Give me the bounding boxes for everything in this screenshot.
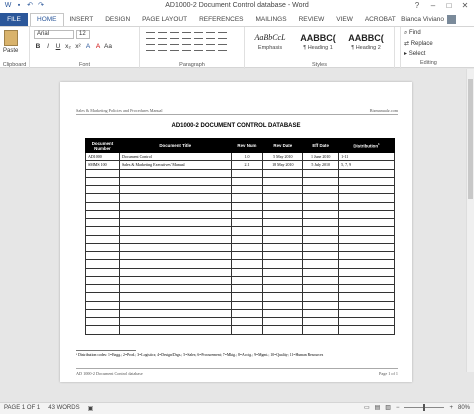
align-buttons bbox=[146, 44, 227, 51]
status-left bbox=[4, 405, 93, 412]
replace-label: Replace bbox=[410, 41, 433, 47]
style-sample: AABBC( bbox=[348, 33, 384, 43]
align-right-icon[interactable] bbox=[170, 44, 179, 51]
tab-references[interactable]: REFERENCES bbox=[199, 16, 244, 23]
table-cell[interactable] bbox=[339, 276, 395, 284]
table-row[interactable] bbox=[86, 276, 395, 284]
table-cell[interactable] bbox=[119, 301, 231, 309]
tab-acrobat[interactable]: ACROBAT bbox=[364, 16, 396, 23]
help-button[interactable]: ? bbox=[414, 1, 420, 10]
save-icon[interactable]: ▪ bbox=[17, 2, 21, 9]
table-cell[interactable] bbox=[303, 227, 339, 235]
table-cell[interactable] bbox=[86, 285, 120, 293]
table-cell[interactable]: 1.0 bbox=[231, 153, 263, 161]
table-cell[interactable] bbox=[86, 326, 120, 334]
table-cell[interactable] bbox=[231, 235, 263, 243]
ribbon-tabs bbox=[0, 13, 474, 26]
style-heading-2[interactable] bbox=[343, 31, 389, 57]
table-cell[interactable] bbox=[303, 318, 339, 326]
table-cell[interactable] bbox=[303, 186, 339, 194]
table-cell[interactable] bbox=[231, 186, 263, 194]
user-name: Bianca Viviano bbox=[401, 16, 444, 23]
decrease-indent-icon[interactable] bbox=[182, 32, 191, 39]
print-layout-icon[interactable]: ▤ bbox=[374, 405, 381, 411]
page-count[interactable]: PAGE 1 OF 1 bbox=[4, 405, 41, 411]
clipboard-group bbox=[0, 27, 30, 69]
table-row[interactable] bbox=[86, 243, 395, 251]
word-app-icon: W bbox=[4, 2, 12, 9]
find-label: Find bbox=[409, 30, 421, 36]
ribbon bbox=[0, 26, 474, 68]
web-layout-icon[interactable]: ▥ bbox=[385, 405, 391, 411]
read-mode-icon[interactable]: ▭ bbox=[363, 405, 370, 411]
paste-icon[interactable] bbox=[4, 30, 18, 46]
table-cell[interactable] bbox=[339, 252, 395, 260]
styles-label: Styles bbox=[312, 62, 327, 68]
col-distribution-label: Distribution bbox=[353, 143, 379, 149]
table-cell[interactable] bbox=[86, 268, 120, 276]
paste-button[interactable]: Paste bbox=[3, 48, 19, 54]
table-cell[interactable]: Sales & Marketing Executives' Manual bbox=[119, 161, 231, 169]
align-left-icon[interactable] bbox=[146, 44, 155, 51]
style-name: ¶ Heading 2 bbox=[351, 45, 381, 51]
table-cell[interactable] bbox=[339, 219, 395, 227]
table-cell[interactable] bbox=[263, 285, 303, 293]
table-row[interactable] bbox=[86, 235, 395, 243]
center-icon[interactable] bbox=[158, 44, 167, 51]
tab-file[interactable]: FILE bbox=[0, 13, 28, 26]
table-cell[interactable] bbox=[231, 177, 263, 185]
table-cell[interactable] bbox=[86, 210, 120, 218]
table-cell[interactable] bbox=[303, 202, 339, 210]
table-cell[interactable] bbox=[303, 326, 339, 334]
table-cell[interactable] bbox=[303, 243, 339, 251]
table-cell[interactable] bbox=[263, 235, 303, 243]
table-row[interactable] bbox=[86, 169, 395, 177]
find-icon: ⌕ bbox=[404, 30, 410, 36]
justify-icon[interactable] bbox=[182, 44, 191, 51]
table-cell[interactable] bbox=[86, 301, 120, 309]
table-cell[interactable] bbox=[339, 177, 395, 185]
table-cell[interactable] bbox=[119, 243, 231, 251]
table-cell[interactable] bbox=[263, 169, 303, 177]
table-cell[interactable]: Document Control bbox=[119, 153, 231, 161]
table-cell[interactable]: 5, 7, 9 bbox=[339, 161, 395, 169]
table-cell[interactable] bbox=[86, 293, 120, 301]
table-cell[interactable] bbox=[263, 276, 303, 284]
bullets-icon[interactable] bbox=[146, 32, 155, 39]
table-cell[interactable] bbox=[263, 252, 303, 260]
scroll-thumb[interactable] bbox=[468, 79, 473, 199]
table-row[interactable] bbox=[86, 227, 395, 235]
table-cell[interactable] bbox=[86, 309, 120, 317]
font-group bbox=[30, 27, 140, 69]
zoom-in-button[interactable]: + bbox=[449, 404, 453, 411]
style-name: ¶ Heading 1 bbox=[303, 45, 333, 51]
show-marks-icon[interactable] bbox=[218, 32, 227, 39]
table-cell[interactable] bbox=[339, 309, 395, 317]
table-cell[interactable] bbox=[86, 177, 120, 185]
table-cell[interactable] bbox=[119, 309, 231, 317]
word-count[interactable]: 43 WORDS bbox=[48, 405, 80, 411]
italic-button[interactable]: I bbox=[47, 43, 49, 50]
zoom-level[interactable]: 80% bbox=[457, 404, 470, 411]
table-cell[interactable] bbox=[263, 268, 303, 276]
vertical-scrollbar[interactable] bbox=[466, 69, 474, 372]
proofing-icon[interactable]: ▣ bbox=[87, 406, 94, 412]
table-cell[interactable] bbox=[231, 169, 263, 177]
tab-insert[interactable]: INSERT bbox=[69, 16, 94, 23]
table-cell[interactable] bbox=[263, 309, 303, 317]
user-account[interactable] bbox=[401, 13, 456, 26]
font-size-box[interactable]: 12 bbox=[76, 30, 90, 39]
table-cell[interactable] bbox=[231, 293, 263, 301]
table-cell[interactable] bbox=[303, 252, 339, 260]
subscript-button[interactable]: x₂ bbox=[65, 43, 71, 50]
table-cell[interactable] bbox=[119, 235, 231, 243]
table-cell[interactable] bbox=[119, 227, 231, 235]
zoom-slider[interactable] bbox=[404, 407, 444, 408]
table-cell[interactable] bbox=[263, 194, 303, 202]
table-cell[interactable]: 5 May 2010 bbox=[263, 153, 303, 161]
table-cell[interactable] bbox=[231, 260, 263, 268]
tab-list bbox=[30, 13, 402, 26]
table-cell[interactable] bbox=[303, 301, 339, 309]
table-cell[interactable] bbox=[303, 177, 339, 185]
table-row[interactable] bbox=[86, 202, 395, 210]
table-cell[interactable] bbox=[119, 252, 231, 260]
superscript-button[interactable]: x² bbox=[75, 43, 81, 50]
list-buttons bbox=[146, 32, 227, 39]
style-emphasis[interactable] bbox=[247, 31, 293, 57]
table-cell[interactable] bbox=[339, 301, 395, 309]
table-row[interactable] bbox=[86, 252, 395, 260]
table-cell[interactable] bbox=[231, 252, 263, 260]
table-cell[interactable] bbox=[86, 227, 120, 235]
table-cell[interactable] bbox=[86, 186, 120, 194]
footnote-separator bbox=[76, 350, 136, 351]
table-cell[interactable] bbox=[86, 276, 120, 284]
minimize-button[interactable]: – bbox=[430, 1, 436, 10]
table-cell[interactable] bbox=[231, 285, 263, 293]
table-cell[interactable] bbox=[303, 285, 339, 293]
table-cell[interactable] bbox=[303, 260, 339, 268]
footer-left: AD 1000-2 Document Control database bbox=[76, 371, 143, 376]
table-row[interactable] bbox=[86, 219, 395, 227]
status-bar bbox=[0, 402, 474, 414]
table-cell[interactable] bbox=[119, 326, 231, 334]
table-row[interactable] bbox=[86, 177, 395, 185]
tab-view[interactable]: VIEW bbox=[336, 16, 353, 23]
table-cell[interactable] bbox=[119, 260, 231, 268]
select-label: Select bbox=[408, 51, 426, 57]
table-cell[interactable] bbox=[263, 210, 303, 218]
table-cell[interactable] bbox=[263, 293, 303, 301]
change-case-button[interactable]: Aa bbox=[104, 43, 112, 50]
col-document-number: Document Number bbox=[86, 139, 120, 153]
tab-home[interactable]: HOME bbox=[30, 13, 64, 26]
table-cell[interactable] bbox=[339, 260, 395, 268]
table-row[interactable] bbox=[86, 301, 395, 309]
table-cell[interactable] bbox=[119, 268, 231, 276]
table-cell[interactable] bbox=[263, 260, 303, 268]
table-row[interactable] bbox=[86, 186, 395, 194]
table-cell[interactable] bbox=[119, 285, 231, 293]
tab-mailings[interactable]: MAILINGS bbox=[255, 16, 287, 23]
table-cell[interactable]: AD1000 bbox=[86, 153, 120, 161]
text-effects-button[interactable]: A bbox=[85, 43, 91, 50]
table-cell[interactable] bbox=[231, 210, 263, 218]
header-rule bbox=[76, 114, 398, 115]
editing-label: Editing bbox=[420, 60, 437, 66]
table-cell[interactable] bbox=[86, 202, 120, 210]
increase-indent-icon[interactable] bbox=[194, 32, 203, 39]
table-cell[interactable] bbox=[231, 276, 263, 284]
table-header-row bbox=[86, 139, 395, 153]
zoom-out-button[interactable]: − bbox=[395, 404, 400, 411]
table-cell[interactable] bbox=[339, 194, 395, 202]
table-cell[interactable] bbox=[231, 309, 263, 317]
style-heading-1[interactable] bbox=[295, 31, 341, 57]
footnote-ref: 1 bbox=[378, 142, 380, 147]
table-cell[interactable] bbox=[263, 326, 303, 334]
table-cell[interactable] bbox=[119, 202, 231, 210]
table-cell[interactable] bbox=[119, 210, 231, 218]
header-left: Sales & Marketing Policies and Procedures Manual bbox=[76, 108, 163, 113]
table-cell[interactable] bbox=[263, 219, 303, 227]
table-cell[interactable] bbox=[339, 210, 395, 218]
zoom-slider-thumb[interactable] bbox=[423, 404, 425, 411]
table-cell[interactable] bbox=[303, 293, 339, 301]
table-cell[interactable] bbox=[86, 243, 120, 251]
table-cell[interactable] bbox=[119, 219, 231, 227]
table-cell[interactable] bbox=[231, 301, 263, 309]
table-cell[interactable]: 1-11 bbox=[339, 153, 395, 161]
table-cell[interactable] bbox=[303, 210, 339, 218]
table-cell[interactable]: 18 May 2010 bbox=[263, 161, 303, 169]
multilevel-icon[interactable] bbox=[170, 32, 179, 39]
table-cell[interactable] bbox=[263, 243, 303, 251]
clipboard-label: Clipboard bbox=[2, 62, 27, 68]
status-right bbox=[364, 404, 470, 411]
table-row[interactable] bbox=[86, 260, 395, 268]
table-cell[interactable] bbox=[339, 202, 395, 210]
table-cell[interactable]: 2.1 bbox=[231, 161, 263, 169]
style-sample: AaBbCcL bbox=[254, 33, 286, 42]
table-cell[interactable] bbox=[339, 227, 395, 235]
document-title: AD1000-2 DOCUMENT CONTROL DATABASE bbox=[171, 123, 301, 129]
replace-icon: ⇄ bbox=[404, 41, 411, 47]
tab-review[interactable]: REVIEW bbox=[298, 16, 325, 23]
table-cell[interactable] bbox=[86, 318, 120, 326]
col-distribution bbox=[339, 139, 395, 153]
table-cell[interactable] bbox=[263, 227, 303, 235]
header-right: Bizmanualz.com bbox=[369, 108, 398, 113]
table-cell[interactable] bbox=[263, 186, 303, 194]
table-row[interactable] bbox=[86, 318, 395, 326]
table-row[interactable] bbox=[86, 161, 395, 169]
table-cell[interactable] bbox=[303, 235, 339, 243]
table-cell[interactable] bbox=[339, 326, 395, 334]
close-button[interactable]: ✕ bbox=[461, 1, 469, 10]
control-table[interactable] bbox=[85, 138, 395, 335]
footnote-text: ¹ Distribution codes: 1=Engg.; 2=Prod.; 3=Logistics; 4=Design/Drgs.; 5=Sales; 6=Procurement; 7=Mktg.; 8=Acctg.; 9=Mgmt.; 10=Quality; 11=Human Resources bbox=[76, 353, 324, 357]
table-cell[interactable] bbox=[263, 177, 303, 185]
table-cell[interactable] bbox=[231, 194, 263, 202]
style-sample: AABBC( bbox=[300, 33, 336, 43]
footer-right: Page 1 of 1 bbox=[379, 371, 398, 376]
table-cell[interactable] bbox=[86, 260, 120, 268]
undo-icon[interactable]: ↶ bbox=[27, 2, 33, 9]
table-cell[interactable] bbox=[303, 268, 339, 276]
table-cell[interactable]: 5 July 2010 bbox=[303, 161, 339, 169]
table-cell[interactable] bbox=[263, 318, 303, 326]
table-cell[interactable] bbox=[339, 169, 395, 177]
table-cell[interactable] bbox=[339, 285, 395, 293]
table-row[interactable] bbox=[86, 293, 395, 301]
table-cell[interactable] bbox=[231, 243, 263, 251]
styles-more[interactable] bbox=[395, 27, 401, 69]
table-cell[interactable] bbox=[231, 318, 263, 326]
table-cell[interactable] bbox=[303, 219, 339, 227]
style-name: Emphasis bbox=[257, 45, 283, 51]
table-cell[interactable] bbox=[339, 186, 395, 194]
table-row[interactable] bbox=[86, 194, 395, 202]
table-cell[interactable] bbox=[231, 268, 263, 276]
document-page[interactable] bbox=[60, 82, 412, 382]
tab-page-layout[interactable]: PAGE LAYOUT bbox=[142, 16, 188, 23]
table-cell[interactable] bbox=[339, 293, 395, 301]
avatar bbox=[447, 15, 456, 24]
table-cell[interactable] bbox=[303, 309, 339, 317]
table-cell[interactable] bbox=[303, 169, 339, 177]
table-cell[interactable] bbox=[119, 318, 231, 326]
title-bar bbox=[0, 0, 474, 13]
table-row[interactable] bbox=[86, 285, 395, 293]
table-cell[interactable] bbox=[119, 177, 231, 185]
table-row[interactable] bbox=[86, 309, 395, 317]
table-cell[interactable] bbox=[231, 326, 263, 334]
paragraph-group bbox=[140, 27, 245, 69]
table-cell[interactable] bbox=[339, 235, 395, 243]
col-eff-date: Eff Date bbox=[303, 139, 339, 153]
line-spacing-icon[interactable] bbox=[194, 44, 203, 51]
redo-icon[interactable]: ↷ bbox=[38, 2, 44, 9]
table-cell[interactable] bbox=[119, 194, 231, 202]
table-cell[interactable] bbox=[263, 301, 303, 309]
select-button[interactable] bbox=[404, 50, 425, 57]
table-cell[interactable] bbox=[119, 293, 231, 301]
col-document-title: Document Title bbox=[119, 139, 231, 153]
table-row[interactable] bbox=[86, 210, 395, 218]
col-rev-date: Rev Date bbox=[263, 139, 303, 153]
paragraph-label: Paragraph bbox=[179, 62, 205, 68]
table-cell[interactable] bbox=[339, 318, 395, 326]
col-rev-num: Rev Num bbox=[231, 139, 263, 153]
font-label: Font bbox=[78, 62, 90, 68]
table-cell[interactable] bbox=[86, 252, 120, 260]
table-cell[interactable] bbox=[231, 202, 263, 210]
table-cell[interactable] bbox=[119, 186, 231, 194]
table-cell[interactable]: 1 June 2010 bbox=[303, 153, 339, 161]
table-cell[interactable] bbox=[86, 169, 120, 177]
shading-icon[interactable] bbox=[206, 44, 215, 51]
table-cell[interactable] bbox=[303, 276, 339, 284]
table-cell[interactable] bbox=[231, 219, 263, 227]
maximize-button[interactable]: □ bbox=[446, 1, 452, 10]
table-cell[interactable] bbox=[263, 202, 303, 210]
table-cell[interactable] bbox=[119, 276, 231, 284]
table-cell[interactable]: SMMS 100 bbox=[86, 161, 120, 169]
select-icon: ▸ bbox=[404, 51, 409, 57]
footer-rule bbox=[76, 368, 398, 369]
table-cell[interactable] bbox=[86, 235, 120, 243]
window-title: AD1000-2 Document Control database - Word bbox=[165, 2, 309, 9]
find-button[interactable] bbox=[404, 30, 421, 37]
styles-group bbox=[245, 27, 395, 69]
table-row[interactable] bbox=[86, 268, 395, 276]
table-cell[interactable] bbox=[303, 194, 339, 202]
tab-design[interactable]: DESIGN bbox=[105, 16, 131, 23]
font-color-button[interactable]: A bbox=[95, 43, 101, 50]
table-cell[interactable] bbox=[119, 169, 231, 177]
table-cell[interactable] bbox=[339, 268, 395, 276]
bold-button[interactable]: B bbox=[35, 43, 41, 50]
table-cell[interactable] bbox=[86, 219, 120, 227]
font-name-box[interactable]: Arial bbox=[34, 30, 74, 39]
underline-button[interactable]: U bbox=[55, 43, 61, 50]
numbering-icon[interactable] bbox=[158, 32, 167, 39]
table-cell[interactable] bbox=[86, 194, 120, 202]
replace-button[interactable] bbox=[404, 40, 433, 47]
table-cell[interactable] bbox=[339, 243, 395, 251]
window-controls bbox=[412, 1, 470, 10]
borders-icon[interactable] bbox=[218, 44, 227, 51]
table-row[interactable] bbox=[86, 326, 395, 334]
table-row[interactable] bbox=[86, 153, 395, 161]
sort-icon[interactable] bbox=[206, 32, 215, 39]
table-cell[interactable] bbox=[231, 227, 263, 235]
